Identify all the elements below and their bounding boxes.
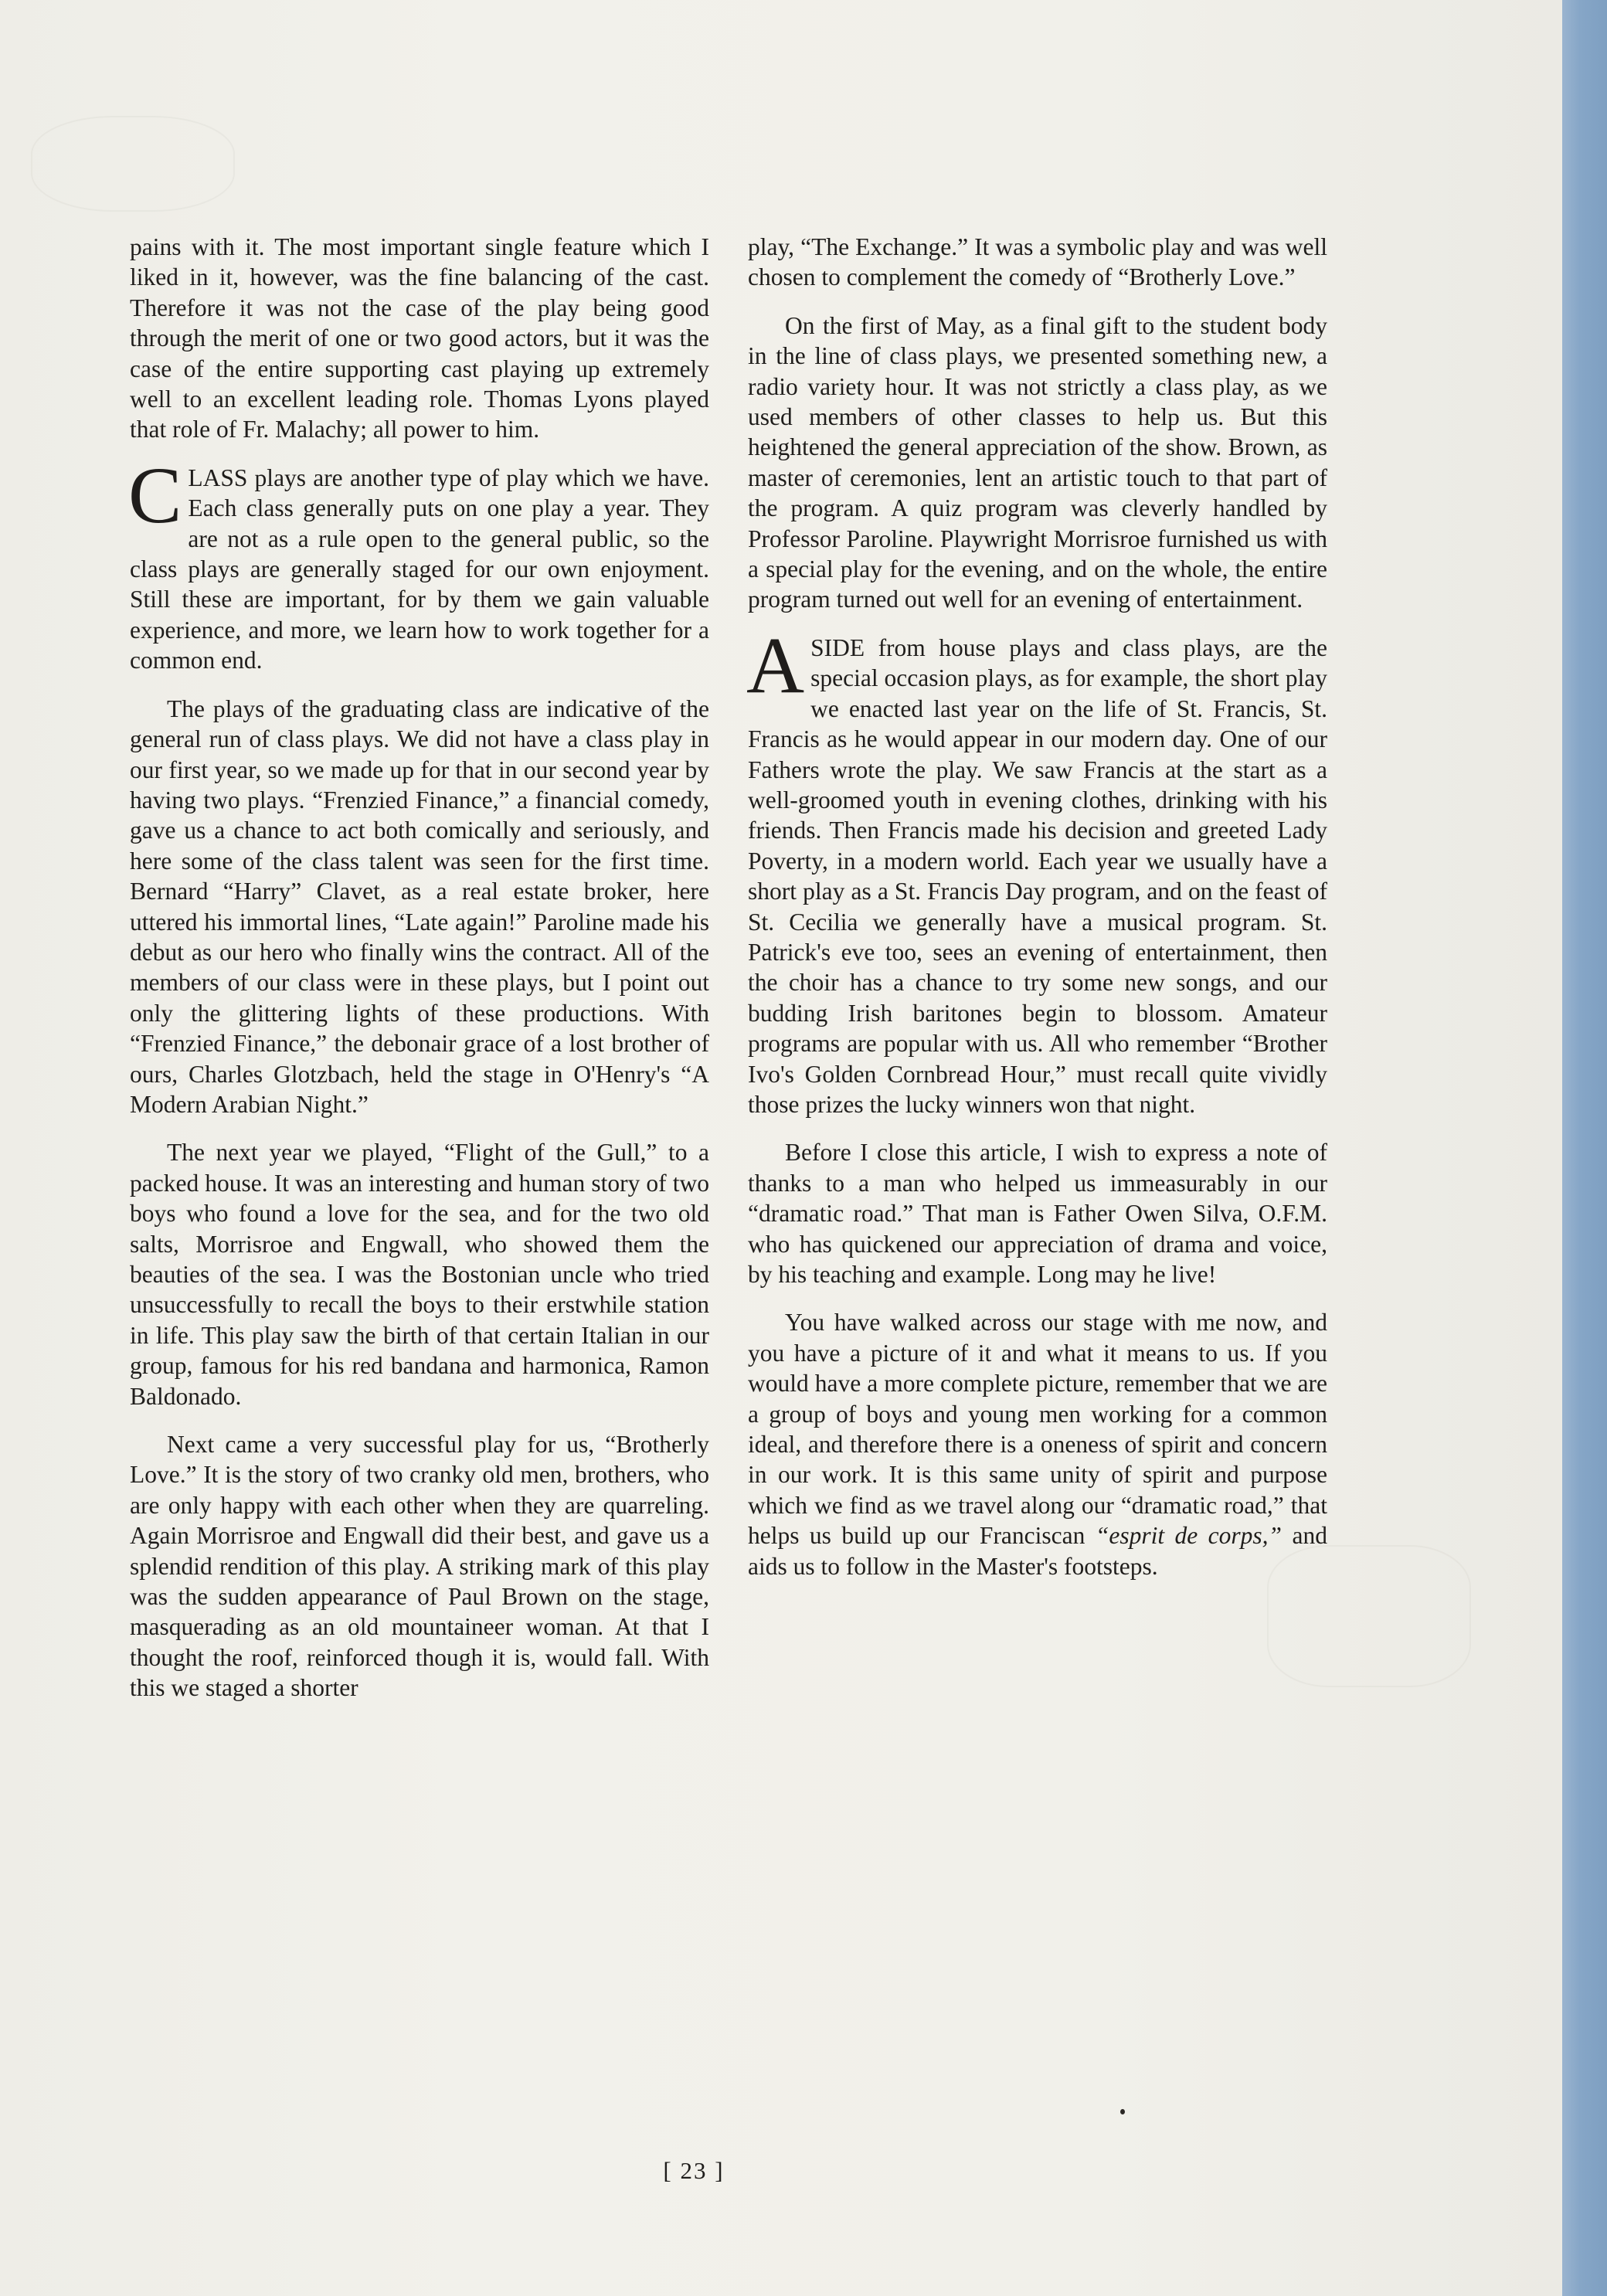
italic-phrase: “esprit de corps,” [1095, 1522, 1283, 1550]
paragraph: The plays of the graduating class are indicative of the general run of class plays. We did not have a class play in our first year, so we made up for that in our second year by having two plays. “Frenzied Finance,” a financial comedy, gave us a chance to act both comically and seriously, and here some of the class talent was seen for the first time. Bernard “Harry” Clavet, as a real estate broker, here uttered his immortal lines, “Late again!” Paroline made his debut as our hero who finally wins the contract. All of the members of our class were in these plays, but I point out only the glittering lights of these productions. With “Frenzied Finance,” the debonair grace of a lost brother of ours, Charles Glotzbach, held the stage in O'Henry's “A Modern Arabian Night.” [130, 695, 709, 1118]
paragraph-with-drop-cap [128, 450, 709, 676]
paragraph [748, 1307, 1327, 1581]
ink-speck [1120, 2109, 1125, 2114]
drop-cap: A [746, 620, 805, 710]
page-number: [ 23 ] [663, 2157, 725, 2184]
left-column [130, 232, 709, 1721]
right-column [748, 232, 1327, 1599]
bleed-through-shape [31, 116, 235, 212]
paragraph-text: You have walked across our stage with me now, and you have a picture of it and what it means to us. If you would have a more complete picture, remember that we are a group of boys and young men working for a common ideal, and therefore there is a oneness of spirit and concern in our work. It is this same unity of spirit and purpose which we find as we travel along our “dramatic road,” that helps us build up our Franciscan [748, 1309, 1327, 1550]
paragraph: The next year we played, “Flight of the Gull,” to a packed house. It was an interesting and human story of two boys who found a love for the sea, and for the two old salts, Morrisroe and Engwall, who showed them the beauties of the sea. I was the Bostonian uncle who tried unsuccessfully to recall the boys to their erstwhile station in life. This play saw the birth of that certain Italian in our group, famous for his red bandana and harmonica, Ramon Baldonado. [130, 1139, 709, 1410]
paragraph: Next came a very successful play for us, “Brotherly Love.” It is the story of two cranky old men, brothers, who are only happy with each other when they are quarreling. Again Morrisroe and Engwall did their best, and gave us a splendid rendition of this play. A striking mark of this play was the sudden appearance of Paul Brown on the stage, masquerading as an old mountaineer woman. At that I thought the roof, reinforced though it is, would fall. With this we staged a shorter [130, 1431, 709, 1702]
paragraph: pains with it. The most important single feature which I liked in it, however, was the fine balancing of the cast. Therefore it was not the case of the play being good through the merit of one or two good actors, but it was the case of the entire supporting cast playing up extremely well to an excellent leading role. Thomas Lyons played that role of Fr. Malachy; all power to him. [130, 233, 709, 443]
paragraph: Before I close this article, I wish to express a note of thanks to a man who helped us immeasurably in our “dramatic road.” That man is Father Owen Silva, O.F.M. who has quickened our appreciation of drama and voice, by his teaching and example. Long may he live! [748, 1139, 1327, 1288]
paragraph-text: LASS plays are another type of play which we have. Each class generally puts on one play a year. They are not as a rule open to the general public, so the class plays are generally staged for our own enjoyment. Still these are important, for by them we gain valuable experience, and more, we learn how to work together for a common end. [130, 464, 709, 674]
paragraph-with-drop-cap [746, 620, 1327, 1120]
drop-cap: C [128, 450, 182, 540]
paragraph-text: SIDE from house plays and class plays, are the special occasion plays, as for example, the short play we enacted last year on the life of St. Francis, St. Francis as he would appear in our modern day. One of our Fathers wrote the play. We saw Francis at the start as a well-groomed youth in evening clothes, drinking with his friends. Then Francis made his decision and greeted Lady Poverty, in a modern world. Each year we usually have a short play as a St. Francis Day program, and on the feast of St. Cecilia we generally have a musical program. St. Patrick's eve too, sees an evening of entertainment, then the choir has a chance to try some new songs, and our budding Irish baritones begin to blossom. Amateur programs are popular with us. All who remember “Brother Ivo's Golden Cornbread Hour,” must recall quite vividly those prizes the lucky winners won that night. [748, 633, 1327, 1118]
book-spine-edge [1562, 0, 1607, 2296]
paragraph-text: and aids us to follow in the Master's footsteps. [748, 1522, 1327, 1580]
paragraph: On the first of May, as a final gift to the student body in the line of class plays, we presented something new, a radio variety hour. It was not strictly a class play, as we used members of other classes to help us. But this heightened the general appreciation of the show. Brown, as master of ceremonies, lent an artistic touch to that part of the program. A quiz program was cleverly handled by Professor Paroline. Playwright Morrisroe furnished us with a special play for the evening, and on the whole, the entire program turned out well for an evening of entertainment. [748, 311, 1327, 613]
paragraph: play, “The Exchange.” It was a symbolic play and was well chosen to complement the comedy of “Brotherly Love.” [748, 233, 1327, 291]
